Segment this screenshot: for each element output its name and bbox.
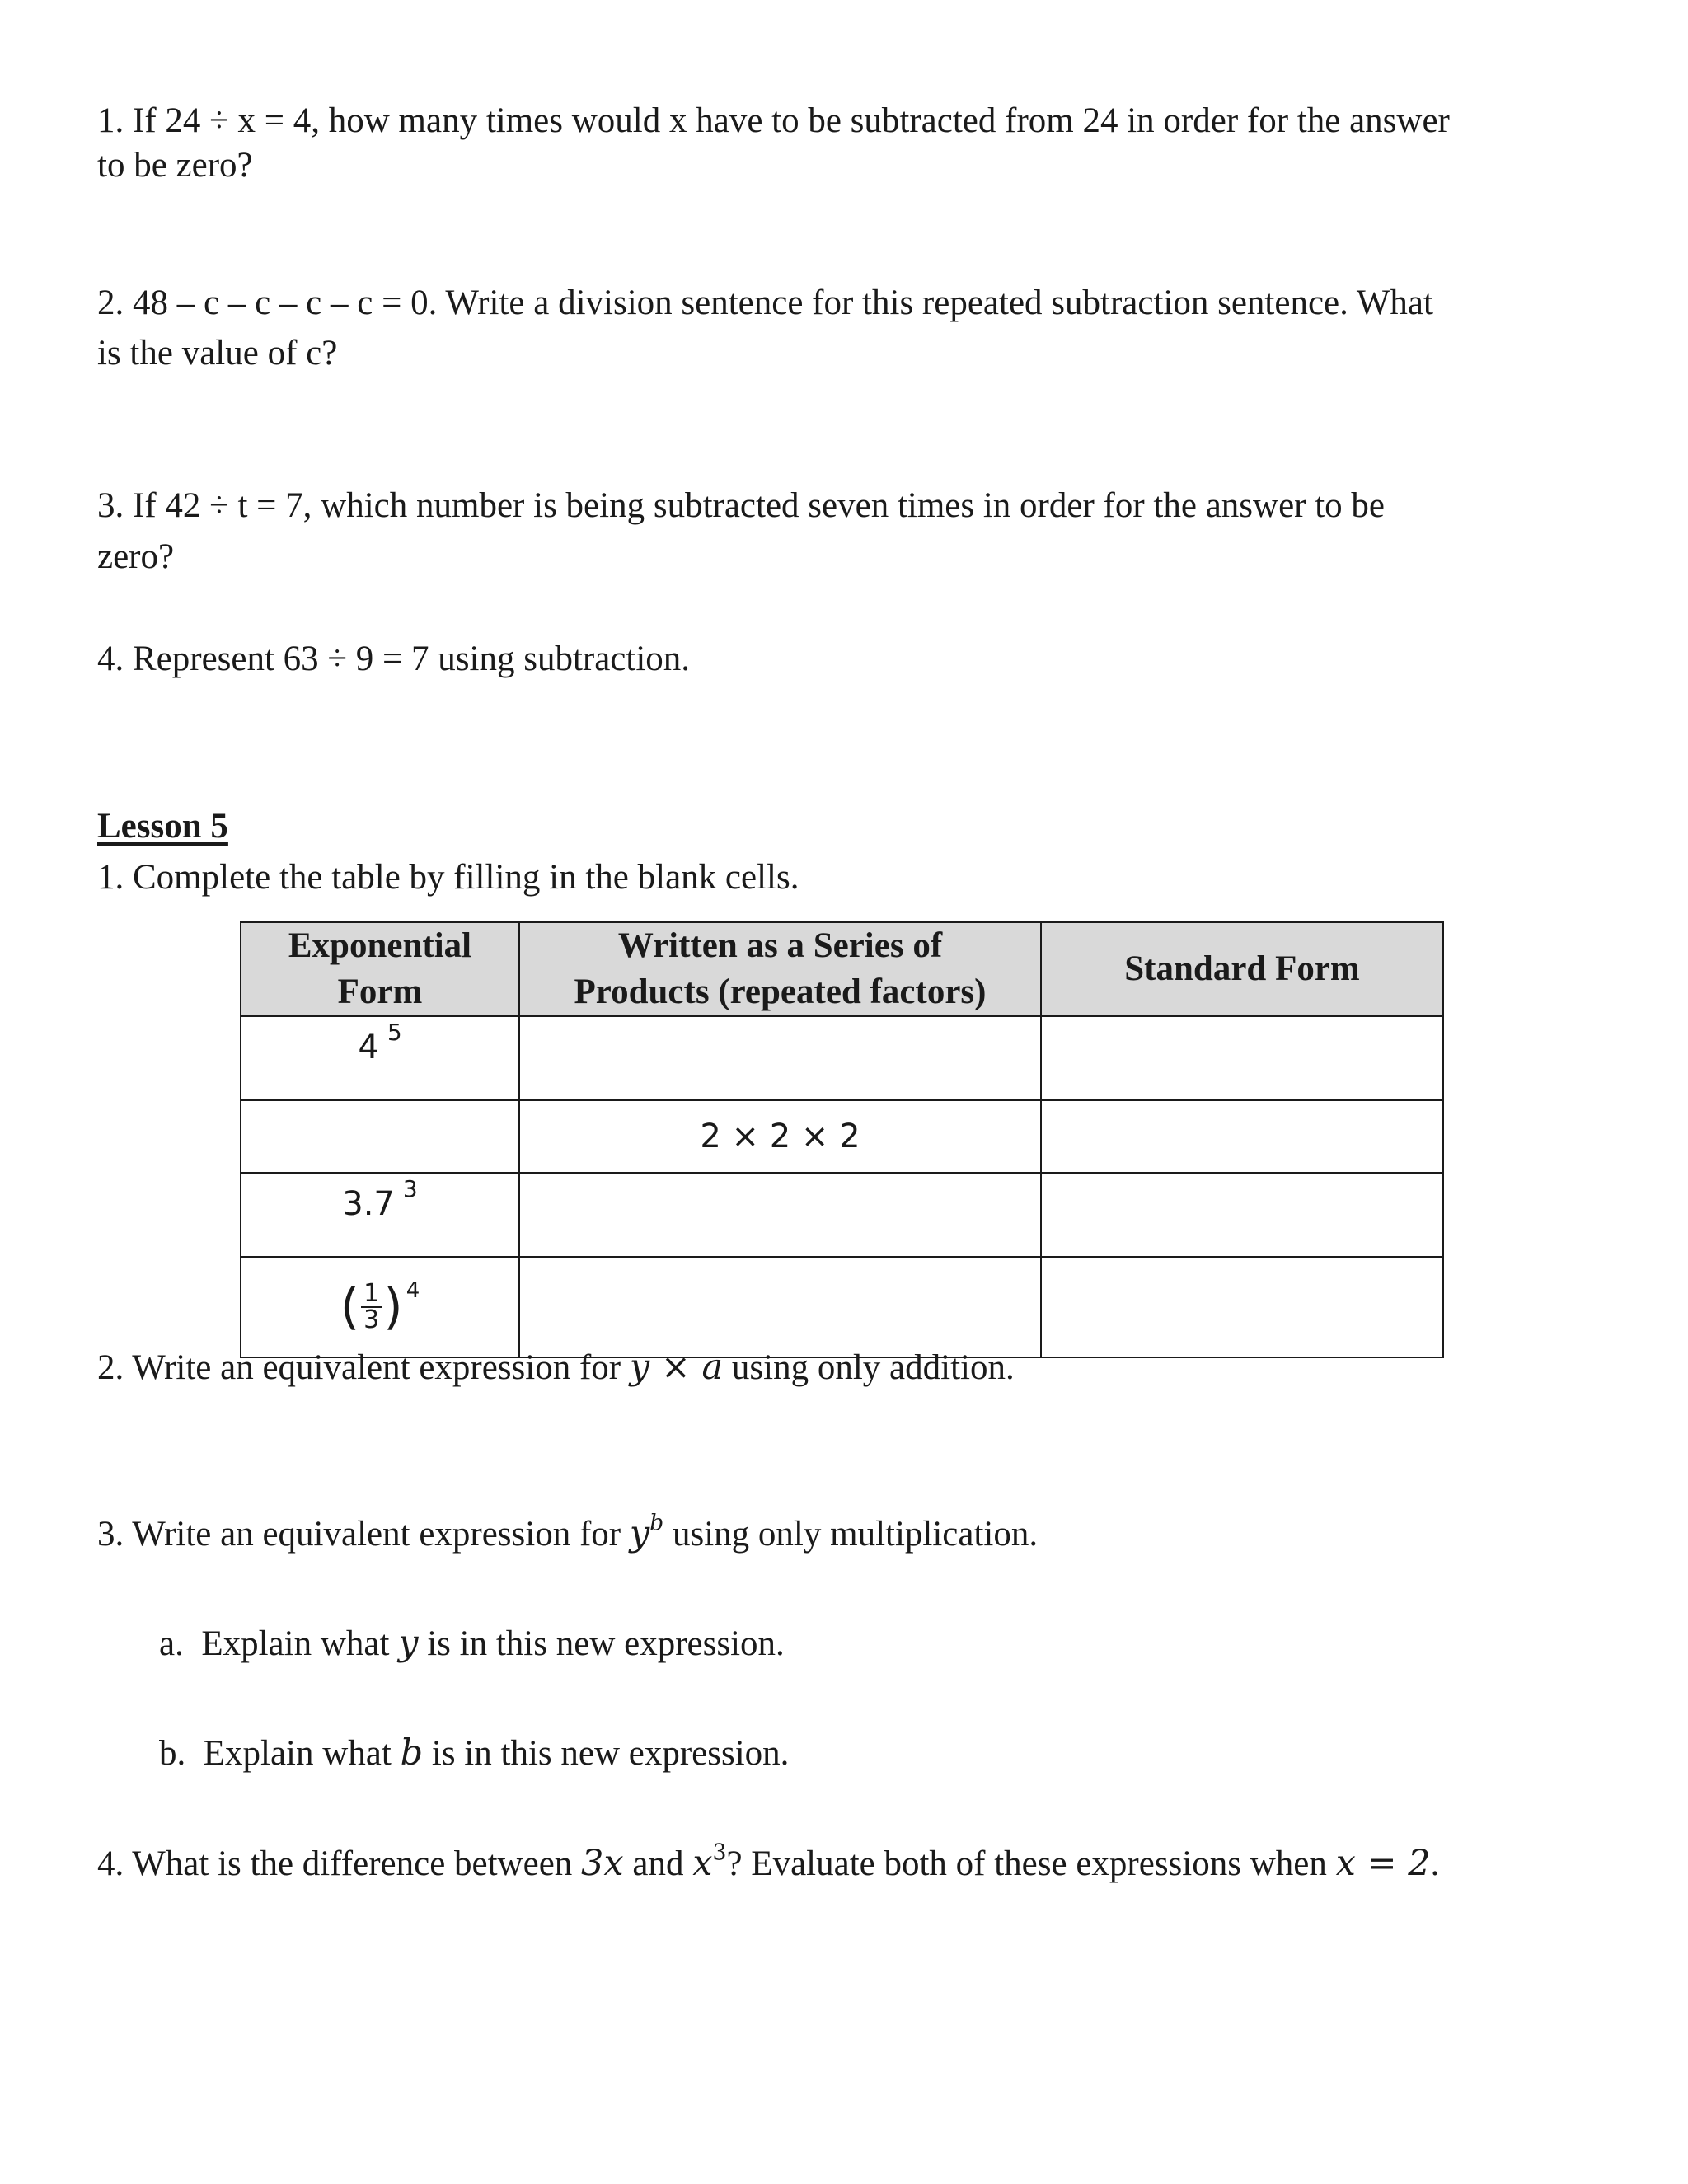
cell-exponential[interactable] — [241, 1100, 519, 1173]
cell-exponential — [241, 1016, 519, 1100]
q3b-prefix: Explain what — [203, 1734, 401, 1773]
cell-standard[interactable] — [1041, 1173, 1443, 1257]
cell-product[interactable] — [519, 1173, 1041, 1257]
fraction-power: ( $\frac{1}{3}$ ) 4 — [340, 1278, 420, 1336]
fraction-denominator: 3 — [363, 1305, 380, 1334]
q3a-suffix: is in this new expression. — [418, 1624, 785, 1663]
q4-mid-2: ? Evaluate both of these expressions when — [726, 1844, 1336, 1883]
base: 4 — [358, 1029, 379, 1066]
cell-product[interactable] — [519, 1257, 1041, 1357]
question-3-line-1: 3. If 42 ÷ t = 7, which number is being subtracted seven times in order for the answer to be — [97, 486, 1386, 525]
base: 3.7 — [342, 1185, 395, 1223]
q4-end: . — [1430, 1844, 1440, 1883]
q2-suffix: using only addition. — [723, 1348, 1015, 1387]
exponent: 3 — [402, 1175, 418, 1202]
cell-standard[interactable] — [1041, 1257, 1443, 1357]
header-col1-line2: Form — [337, 972, 423, 1011]
header-standard-form: Standard Form — [1041, 922, 1443, 1016]
q4-prefix: 4. What is the difference between — [97, 1844, 582, 1883]
q3a-label: a. — [159, 1624, 184, 1663]
q2-expression: y × a — [629, 1347, 724, 1388]
q4-mid: and — [623, 1844, 693, 1883]
header-col2-line2: Products (repeated factors) — [574, 972, 987, 1011]
q3-base: y — [629, 1513, 650, 1554]
cell-product[interactable] — [519, 1016, 1041, 1100]
lesson-heading: Lesson 5 — [97, 807, 228, 846]
table-header-row — [241, 922, 1443, 1016]
lesson-question-1: 1. Complete the table by filling in the blank cells. — [97, 858, 799, 897]
q3a-prefix: Explain what — [201, 1624, 399, 1663]
q3a-variable: y — [398, 1623, 419, 1664]
question-1-line-2: to be zero? — [97, 146, 253, 185]
cell-exponential — [241, 1257, 519, 1357]
q3b-suffix: is in this new expression. — [423, 1734, 790, 1773]
question-4: 4. Represent 63 ÷ 9 = 7 using subtraction. — [97, 640, 691, 678]
exponent: 4 — [406, 1278, 420, 1303]
question-2-line-2: is the value of c? — [97, 334, 338, 373]
question-1-line-1: 1. If 24 ÷ x = 4, how many times would x have to be subtracted from 24 in order for the answer — [97, 101, 1450, 140]
question-3-line-2: zero? — [97, 537, 175, 576]
cell-standard[interactable] — [1041, 1016, 1443, 1100]
question-2-line-1: 2. 48 – c – c – c – c = 0. Write a division sentence for this repeated subtraction sentence. What — [97, 284, 1433, 322]
table-row — [241, 1100, 1443, 1173]
lesson-question-3b — [159, 1729, 789, 1778]
q3-prefix: 3. Write an equivalent expression for — [97, 1515, 630, 1554]
q2-prefix: 2. Write an equivalent expression for — [97, 1348, 630, 1387]
fraction-numerator: 1 — [361, 1282, 382, 1308]
lesson-question-2 — [97, 1343, 1015, 1392]
cell-exponential — [241, 1173, 519, 1257]
table-row — [241, 1173, 1443, 1257]
table-row — [241, 1257, 1443, 1357]
lesson-question-4 — [97, 1840, 1439, 1888]
header-col1-line1: Exponential — [288, 926, 472, 965]
cell-product: 2 × 2 × 2 — [519, 1100, 1041, 1173]
q4-expression-2-exponent: 3 — [712, 1840, 727, 1866]
q3-suffix: using only multiplication. — [663, 1515, 1039, 1554]
exponent: 5 — [387, 1019, 402, 1046]
lesson-question-3a — [159, 1619, 785, 1668]
cell-standard[interactable] — [1041, 1100, 1443, 1173]
exponent-table — [240, 921, 1444, 1358]
q4-expression-1: 3x — [581, 1843, 624, 1884]
header-exponential-form — [241, 922, 519, 1016]
header-series-of-products — [519, 922, 1041, 1016]
header-col2-line1: Written as a Series of — [617, 926, 943, 965]
lesson-question-3 — [97, 1510, 1038, 1558]
table-row — [241, 1016, 1443, 1100]
q4-expression-2-base: x — [692, 1843, 713, 1884]
q4-condition: x = 2 — [1335, 1843, 1431, 1884]
q3-exponent: b — [649, 1510, 664, 1536]
q3b-label: b. — [159, 1734, 186, 1773]
q3b-variable: b — [400, 1732, 424, 1774]
fraction — [361, 1279, 382, 1334]
